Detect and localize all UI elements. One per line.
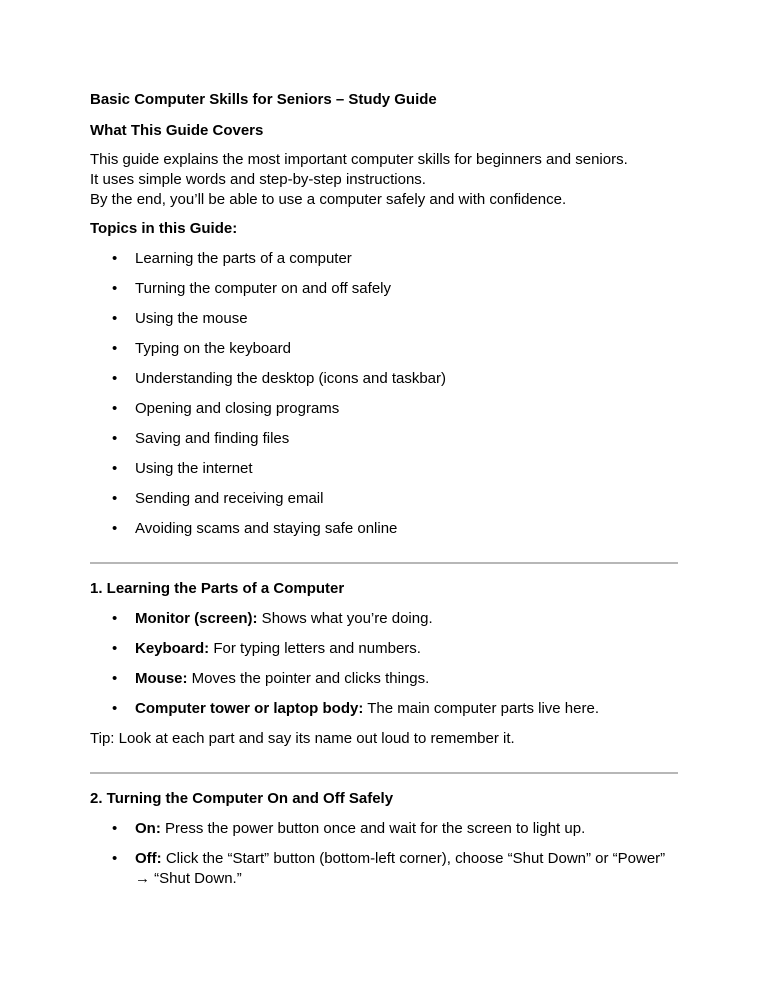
bullet-icon: •	[112, 310, 118, 327]
bullet-icon: •	[112, 820, 118, 837]
term-description: Press the power button once and wait for the screen to light up.	[160, 820, 586, 837]
list-item	[90, 669, 680, 689]
bullet-icon: •	[112, 400, 118, 417]
list-item	[90, 369, 680, 389]
term-description: Click the “Start” button (bottom-left corner), choose “Shut Down” or “Power” → “Shut Down.”	[135, 850, 666, 887]
term-description: For typing letters and numbers.	[209, 640, 421, 657]
term-label: Mouse:	[135, 670, 188, 687]
list-item-text: Understanding the desktop (icons and taskbar)	[135, 370, 447, 387]
intro-line: This guide explains the most important computer skills for beginners and seniors.	[90, 151, 628, 168]
topics-heading: Topics in this Guide:	[90, 220, 238, 237]
bullet-icon: •	[112, 670, 118, 687]
list-item	[90, 279, 680, 299]
term-label: Monitor (screen):	[135, 610, 258, 627]
section-divider	[90, 772, 678, 774]
term-description: Moves the pointer and clicks things.	[187, 670, 430, 687]
list-item	[90, 399, 680, 419]
list-item-text: Using the mouse	[135, 310, 248, 327]
document-title: Basic Computer Skills for Seniors – Study Guide	[90, 91, 437, 108]
bullet-icon: •	[112, 460, 118, 477]
list-item	[90, 609, 680, 629]
bullet-icon: •	[112, 430, 118, 447]
list-item	[90, 429, 680, 449]
term-label: Keyboard:	[135, 640, 210, 657]
parts-list	[90, 609, 680, 719]
list-item	[90, 339, 680, 359]
bullet-icon: •	[112, 700, 118, 717]
section-heading-power: 2. Turning the Computer On and Off Safely	[90, 790, 394, 807]
list-item-text: Avoiding scams and staying safe online	[135, 520, 398, 537]
list-item-text: Opening and closing programs	[135, 400, 340, 417]
list-item-text: Learning the parts of a computer	[135, 250, 352, 267]
bullet-icon: •	[112, 250, 118, 267]
term-description: The main computer parts live here.	[363, 700, 599, 717]
document-page	[90, 90, 680, 899]
list-item	[90, 249, 680, 269]
list-item	[90, 519, 680, 539]
list-item	[90, 639, 680, 659]
term-label: Off:	[135, 850, 162, 867]
list-item-text: Sending and receiving email	[135, 490, 324, 507]
bullet-icon: •	[112, 640, 118, 657]
list-item	[90, 699, 680, 719]
bullet-icon: •	[112, 340, 118, 357]
list-item-text: Saving and finding files	[135, 430, 290, 447]
section-divider	[90, 562, 678, 564]
list-item-text: Turning the computer on and off safely	[135, 280, 391, 297]
term-label: On:	[135, 820, 161, 837]
bullet-icon: •	[112, 280, 118, 297]
section-heading-parts: 1. Learning the Parts of a Computer	[90, 580, 345, 597]
covers-heading: What This Guide Covers	[90, 122, 264, 139]
bullet-icon: •	[112, 520, 118, 537]
list-item	[90, 819, 680, 839]
intro-line: It uses simple words and step-by-step instructions.	[90, 171, 426, 188]
intro-line: By the end, you’ll be able to use a computer safely and with confidence.	[90, 191, 567, 208]
list-item	[90, 489, 680, 509]
bullet-icon: •	[112, 850, 118, 867]
power-list	[90, 819, 680, 889]
term-label: Computer tower or laptop body:	[135, 700, 364, 717]
bullet-icon: •	[112, 370, 118, 387]
list-item	[90, 459, 680, 479]
bullet-icon: •	[112, 490, 118, 507]
list-item-text: Using the internet	[135, 460, 253, 477]
topics-list	[90, 249, 680, 539]
list-item	[90, 309, 680, 329]
list-item-text: Typing on the keyboard	[135, 340, 291, 357]
intro-paragraph	[90, 150, 680, 210]
term-description: Shows what you’re doing.	[257, 610, 433, 627]
tip-text: Tip: Look at each part and say its name out loud to remember it.	[90, 730, 515, 747]
bullet-icon: •	[112, 610, 118, 627]
list-item	[90, 849, 680, 889]
